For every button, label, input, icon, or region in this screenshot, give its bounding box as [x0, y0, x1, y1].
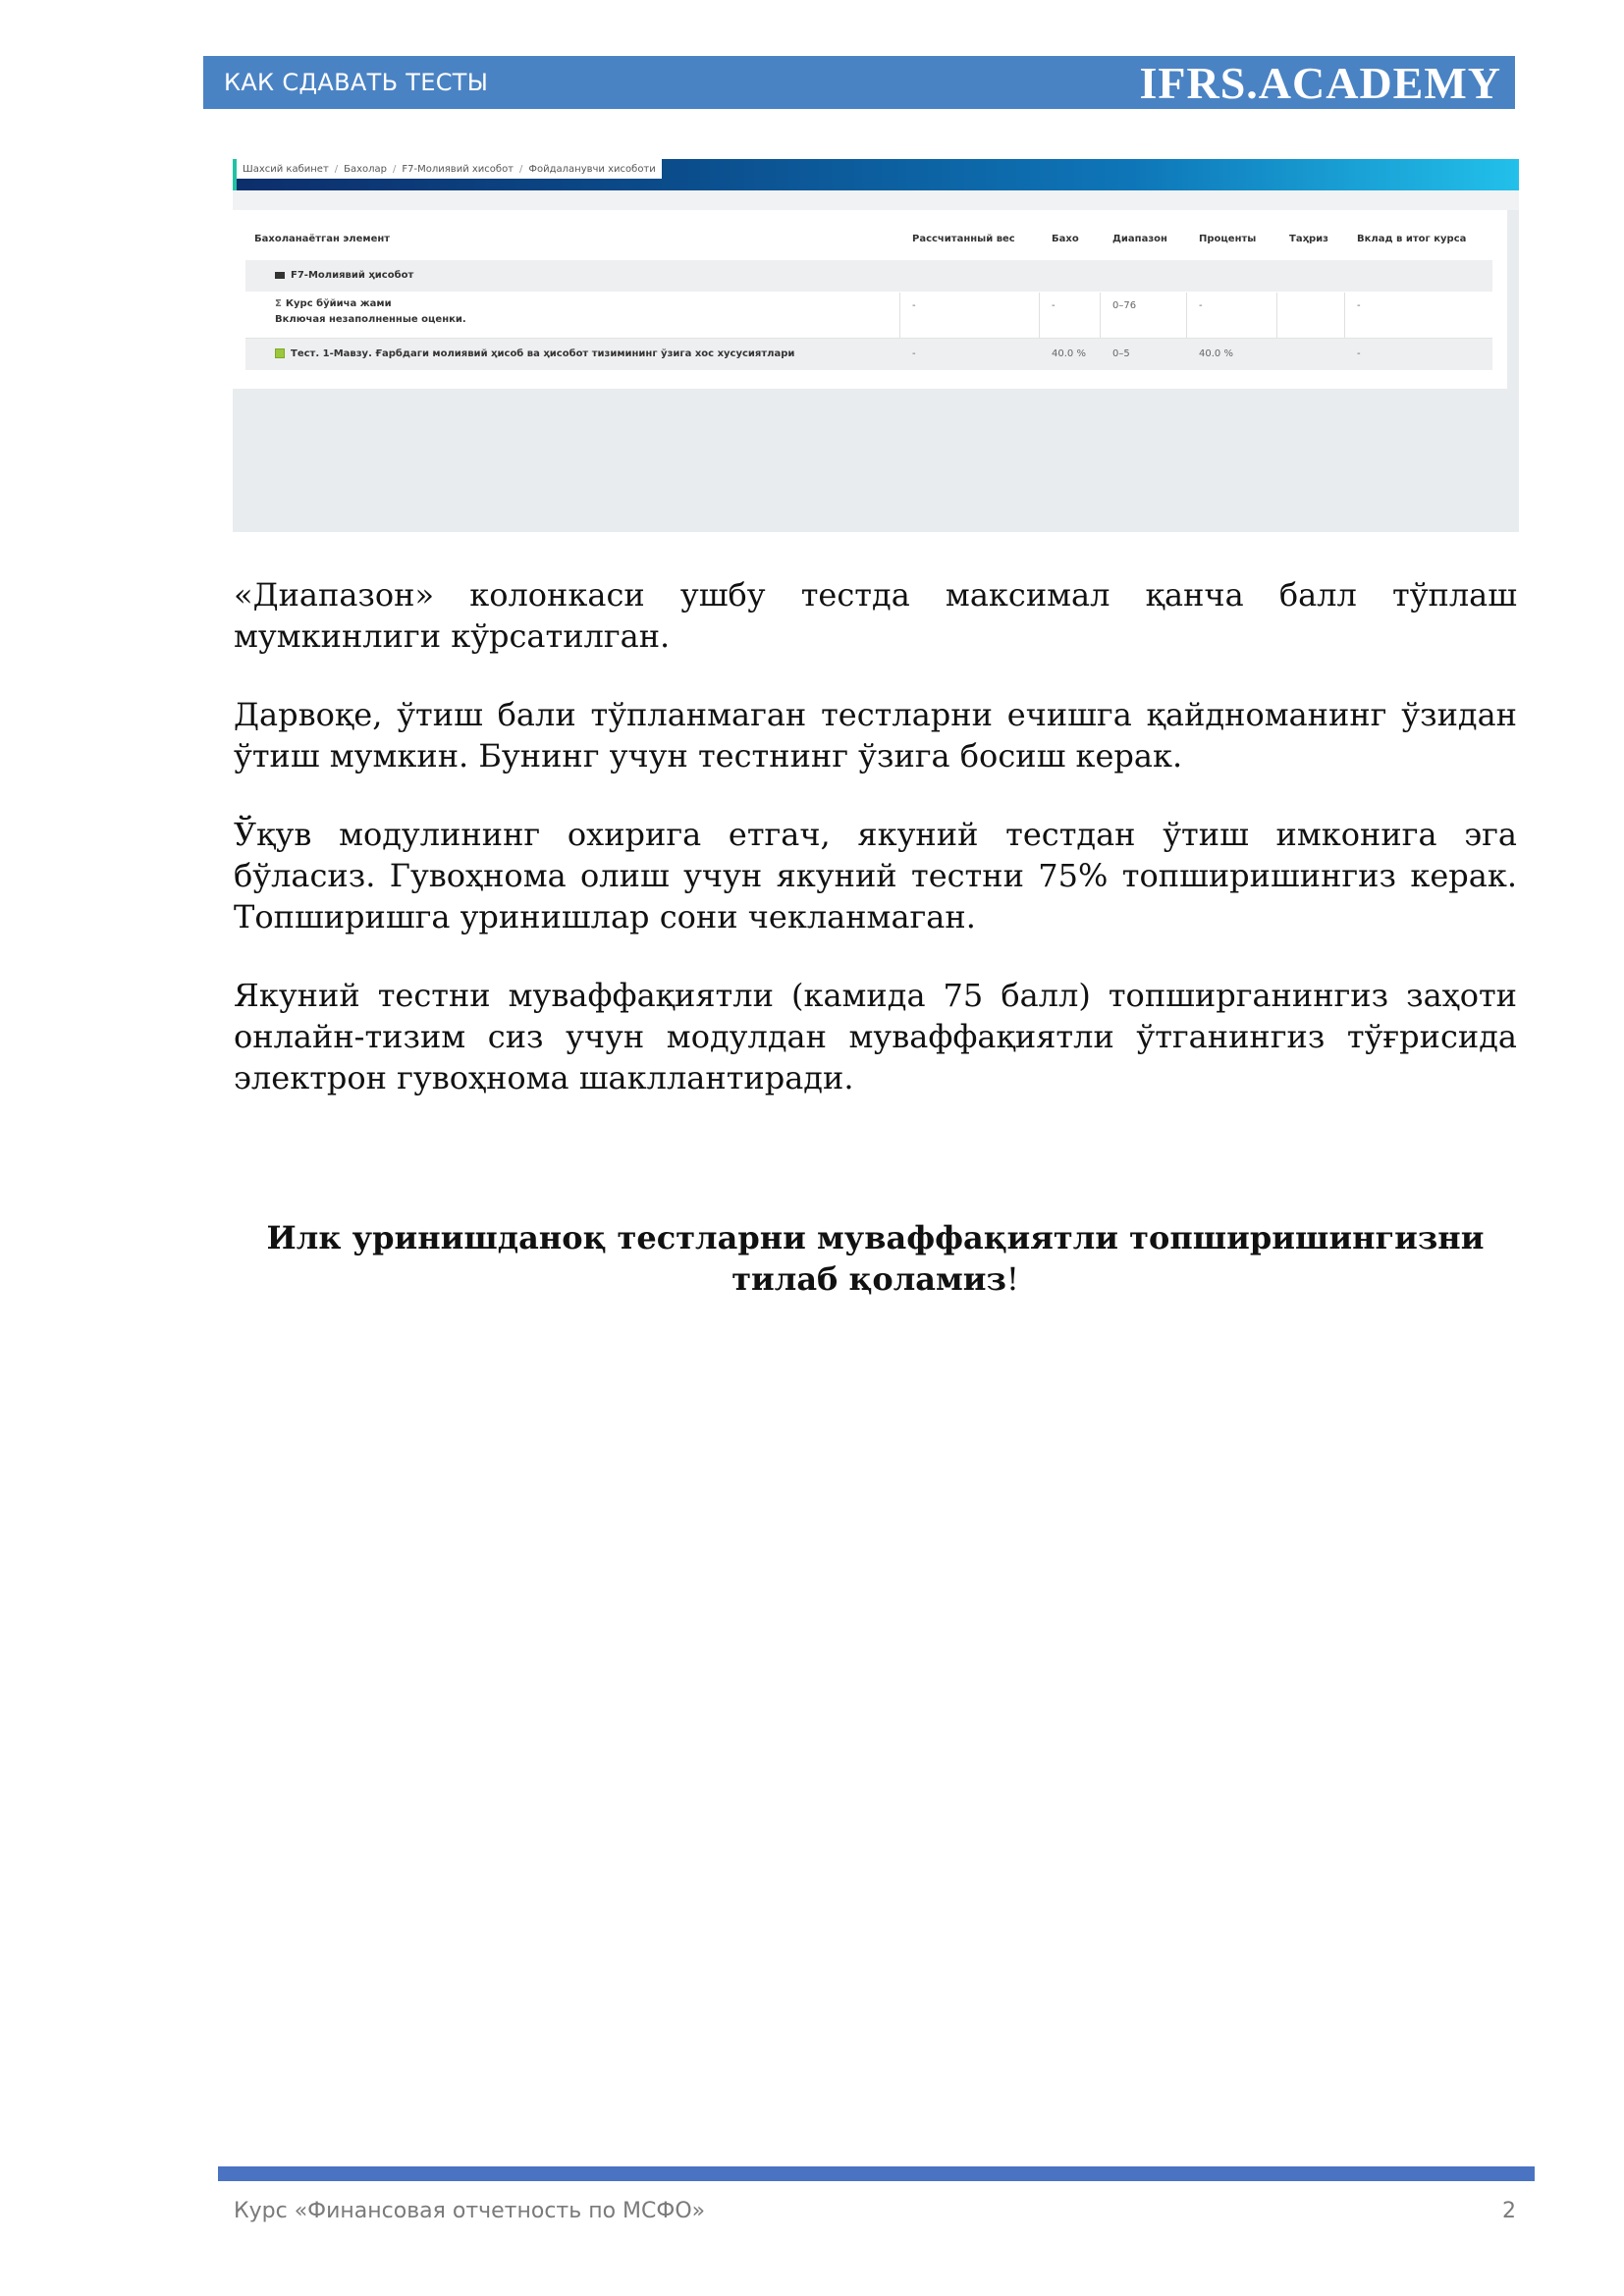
column-divider: [1276, 293, 1277, 338]
breadcrumb-separator: /: [393, 163, 397, 175]
closing-text: Илк уринишданоқ тестларни муваффақиятли топширишингизни тилаб қоламиз: [266, 1219, 1485, 1298]
footer-course: Курс «Финансовая отчетность по МСФО»: [234, 2199, 706, 2223]
breadcrumb-item-cabinet[interactable]: Шахсий кабинет: [243, 163, 329, 175]
course-total-note: Включая незаполненные оценки.: [275, 314, 466, 325]
header-title: КАК СДАВАТЬ ТЕСТЫ: [224, 69, 489, 96]
item-contribution: -: [1357, 348, 1361, 359]
total-contribution: -: [1357, 300, 1361, 311]
breadcrumb-item-course[interactable]: F7-Молиявий хисобот: [402, 163, 514, 175]
breadcrumb-separator: /: [334, 163, 339, 175]
item-weight: -: [912, 348, 916, 359]
item-range: 0–5: [1112, 348, 1130, 359]
table-row: [245, 293, 1492, 339]
column-divider: [1039, 293, 1040, 338]
category-label: F7-Молиявий ҳисобот: [291, 270, 414, 281]
quiz-icon: [275, 348, 285, 358]
column-divider: [1344, 293, 1345, 338]
column-divider: [1186, 293, 1187, 338]
paragraph-range-info: «Диапазон» колонкаси ушбу тестда максимал қанча балл тўплаш мумкинлиги кўрсатилган.: [234, 576, 1517, 655]
page-header: [203, 56, 1515, 109]
category-name: [275, 270, 413, 281]
total-weight: -: [912, 300, 916, 311]
sigma-icon: Σ: [275, 298, 282, 309]
brand-logo: IFRS.ACADEMY: [1139, 57, 1501, 108]
table-row[interactable]: [245, 339, 1492, 370]
quiz-item-label[interactable]: Тест. 1-Мавзу. Ғарбдаги молиявий ҳисоб ва ҳисобот тизимининг ўзига хос хусусиятлари: [291, 348, 795, 359]
closing-punct: !: [1005, 1260, 1019, 1298]
column-header-contribution: Вклад в итог курса: [1357, 234, 1467, 244]
breadcrumb-separator: /: [519, 163, 523, 175]
grades-table: [233, 210, 1507, 389]
screenshot-band: [233, 190, 1519, 210]
column-header-range: Диапазон: [1112, 234, 1167, 244]
paragraph-final-test: Ўқув модулининг охирига етгач, якуний тестдан ўтиш имконига эга бўласиз. Гувоҳнома олиш учун якуний тестни 75% топширишингиз керак. Топширишга уринишлар сони чекланмаган.: [234, 816, 1517, 935]
column-header-weight: Рассчитанный вес: [912, 234, 1015, 244]
total-grade: -: [1052, 300, 1056, 311]
closing-wish: [234, 1217, 1517, 1300]
column-divider: [1100, 293, 1101, 338]
column-header-feedback: Таҳриз: [1289, 234, 1328, 244]
paragraph-certificate: Якуний тестни муваффақиятли (камида 75 балл) топширганингиз заҳоти онлайн-тизим сиз учун модулдан муваффақиятли ўтганингиз тўғрисида электрон гувоҳнома шакллантиради.: [234, 977, 1517, 1096]
total-range: 0–76: [1112, 300, 1137, 311]
column-header-item: Бахоланаётган элемент: [254, 234, 391, 244]
course-total-name: [275, 298, 392, 309]
breadcrumb: [237, 159, 662, 179]
breadcrumb-item-grades[interactable]: Бахолар: [344, 163, 388, 175]
total-percent: -: [1199, 300, 1203, 311]
page-number: 2: [1502, 2199, 1516, 2223]
column-header-grade: Бахо: [1052, 234, 1079, 244]
paragraph-retake-info: Дарвоқе, ўтиш бали тўпланмаган тестларни ечишга қайдноманинг ўзидан ўтиш мумкин. Бунинг учун тестнинг ўзига босиш керак.: [234, 696, 1517, 774]
folder-icon: [275, 272, 285, 279]
footer-divider: [218, 2166, 1535, 2181]
grades-screenshot: [233, 159, 1519, 532]
item-percent: 40.0 %: [1199, 348, 1233, 359]
column-divider: [899, 293, 900, 338]
breadcrumb-item-report[interactable]: Фойдаланувчи хисоботи: [528, 163, 656, 175]
column-header-percent: Проценты: [1199, 234, 1257, 244]
quiz-item-name[interactable]: [275, 348, 794, 359]
item-grade: 40.0 %: [1052, 348, 1086, 359]
course-total-label: Курс бўйича жами: [285, 298, 392, 309]
category-row: [245, 260, 1492, 292]
